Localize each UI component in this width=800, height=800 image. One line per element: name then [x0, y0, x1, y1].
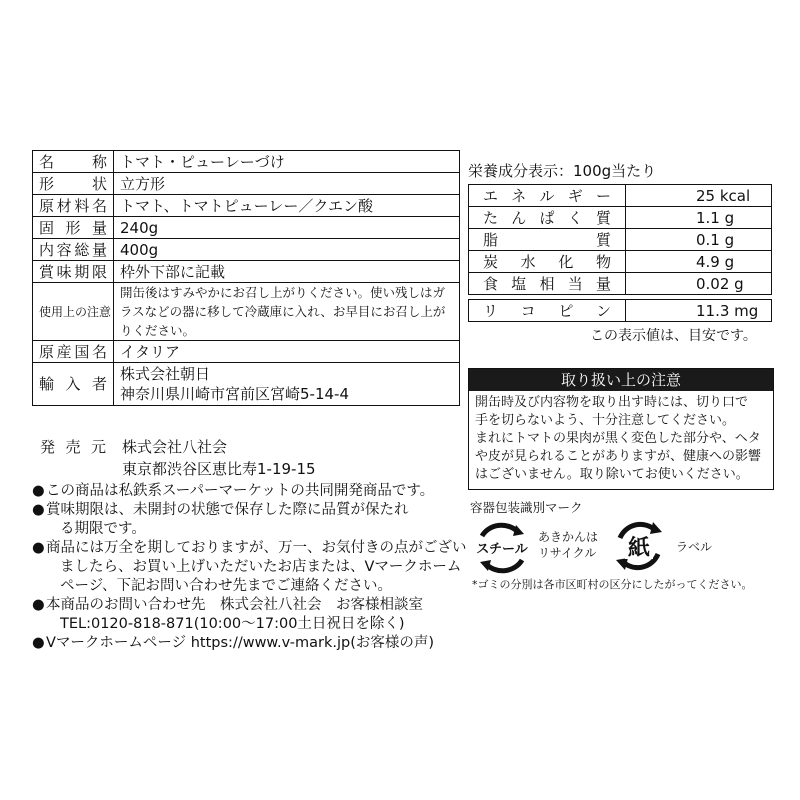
note-text: ページ、下記お問い合わせ先までご連絡ください。	[60, 578, 393, 594]
nutrition-row	[469, 207, 772, 229]
info-label: 固 形 量	[33, 217, 114, 239]
info-row-name	[33, 151, 460, 173]
nutrition-label: 炭 水 化 物	[469, 251, 626, 273]
paper-mark-text: 紙	[627, 536, 651, 561]
nutrition-value: 25 kcal	[626, 185, 772, 207]
steel-mark-text: スチール	[476, 542, 528, 557]
note-text: 本商品のお問い合わせ先 株式会社八社会 お客様相談室	[46, 597, 423, 613]
info-value: イタリア	[114, 341, 460, 363]
nutrition-row	[469, 185, 772, 207]
info-value: 立方形	[114, 173, 460, 195]
handling-line: まれにトマトの果肉が黒く変色した部分や、ヘタ	[475, 431, 761, 446]
seller-name: 株式会社八社会	[122, 438, 228, 456]
handling-line: 手を切らないよう、十分注意してください。	[475, 413, 736, 428]
info-row-shape	[33, 173, 460, 195]
note-item	[32, 634, 472, 653]
info-row-importer	[33, 363, 460, 406]
nutrition-row	[469, 251, 772, 273]
info-value: 240g	[114, 217, 460, 239]
nutrition-note: この表示値は、目安です。	[590, 328, 757, 344]
nutrition-label: エネルギー	[469, 185, 626, 207]
note-item	[32, 482, 472, 501]
note-item	[32, 501, 472, 539]
info-label: 名 称	[33, 151, 114, 173]
bullet-icon: ●	[32, 502, 45, 518]
note-text: 商品には万全を期しておりますが、万一、お気付きの点がござい	[46, 540, 467, 556]
info-label: 輸 入 者	[33, 363, 114, 406]
nutrition-table	[468, 184, 772, 322]
packaging-title: 容器包装識別マーク	[470, 500, 583, 515]
steel-caption-line: あきかんは	[538, 530, 599, 544]
info-value: 400g	[114, 239, 460, 261]
bullet-icon: ●	[32, 483, 45, 499]
info-label: 内容総量	[33, 239, 114, 261]
info-label: 形 状	[33, 173, 114, 195]
nutrition-row-lycopene	[469, 300, 772, 322]
note-text: 賞味期限は、未開封の状態で保存した際に品質が保たれ	[46, 502, 409, 518]
info-label: 原産国名	[33, 341, 114, 363]
steel-caption-line: リサイクル	[538, 546, 597, 560]
nutrition-label: リ コ ピ ン	[469, 300, 626, 322]
note-text: ましたら、お買い上げいただいたお店または、Vマークホーム	[60, 559, 462, 575]
info-value: 開缶後はすみやかにお召し上がりください。使い残しはガラスなどの器に移して冷蔵庫に入れ、お早目にお召し上がりください。	[114, 283, 460, 341]
info-row-origin	[33, 341, 460, 363]
nutrition-row	[469, 273, 772, 295]
note-text: る期限です。	[60, 521, 146, 537]
garbage-note: *ゴミの分別は各市区町村の区分にしたがってください。	[472, 578, 753, 591]
steel-caption	[538, 529, 598, 561]
nutrition-row	[469, 229, 772, 251]
handling-line: 開缶時及び内容物を取り出す時には、切り口で	[475, 395, 749, 410]
info-label: 賞味期限	[33, 261, 114, 283]
info-row-best-before	[33, 261, 460, 283]
info-label: 原材料名	[33, 195, 114, 217]
handling-box	[468, 368, 774, 490]
info-label: 使用上の注意	[33, 283, 114, 341]
info-value: トマト、トマトピューレー／クエン酸	[114, 195, 460, 217]
note-text: この商品は私鉄系スーパーマーケットの共同開発商品です。	[46, 483, 435, 499]
info-row-solid-weight	[33, 217, 460, 239]
steel-recycle-icon	[472, 522, 532, 574]
info-value: トマト・ピューレーづけ	[114, 151, 460, 173]
product-info-table	[32, 150, 460, 406]
nutrition-label: たんぱく質	[469, 207, 626, 229]
note-text: Vマークホームページ https://www.v-mark.jp(お客様の声)	[46, 635, 435, 651]
nutrition-value: 1.1 g	[626, 207, 772, 229]
nutrition-label: 食塩相当量	[469, 273, 626, 295]
paper-recycle-icon	[608, 518, 670, 574]
nutrition-value: 0.02 g	[626, 273, 772, 295]
importer-address: 神奈川県川崎市宮前区宮崎5-14-4	[120, 385, 350, 403]
info-row-ingredients	[33, 195, 460, 217]
nutrition-title: 栄養成分表示：100g当たり	[468, 162, 657, 180]
seller-address: 東京都渋谷区恵比寿1-19-15	[122, 460, 316, 478]
handling-line: はございません。取り除いてお使いください。	[475, 467, 749, 482]
contact-phone: TEL:0120-818-871(10:00～17:00土日祝日を除く)	[60, 616, 405, 632]
bullet-icon: ●	[32, 635, 45, 651]
info-row-total-weight	[33, 239, 460, 261]
importer-name: 株式会社朝日	[120, 365, 211, 383]
seller-label: 発 売 元	[40, 438, 106, 456]
nutrition-value: 0.1 g	[626, 229, 772, 251]
bullet-icon: ●	[32, 540, 45, 556]
handling-title: 取り扱い上の注意	[469, 369, 773, 391]
notes-list	[32, 482, 472, 653]
note-item	[32, 596, 472, 634]
info-value	[114, 363, 460, 406]
note-item	[32, 539, 472, 596]
info-row-usage-caution	[33, 283, 460, 341]
handling-line: や皮が見られることがありますが、健康への影響	[475, 449, 762, 464]
paper-caption: ラベル	[676, 540, 713, 554]
bullet-icon: ●	[32, 597, 45, 613]
handling-body	[469, 391, 773, 487]
nutrition-value: 4.9 g	[626, 251, 772, 273]
info-value: 枠外下部に記載	[114, 261, 460, 283]
nutrition-label: 脂 質	[469, 229, 626, 251]
nutrition-value: 11.3 mg	[626, 300, 772, 322]
